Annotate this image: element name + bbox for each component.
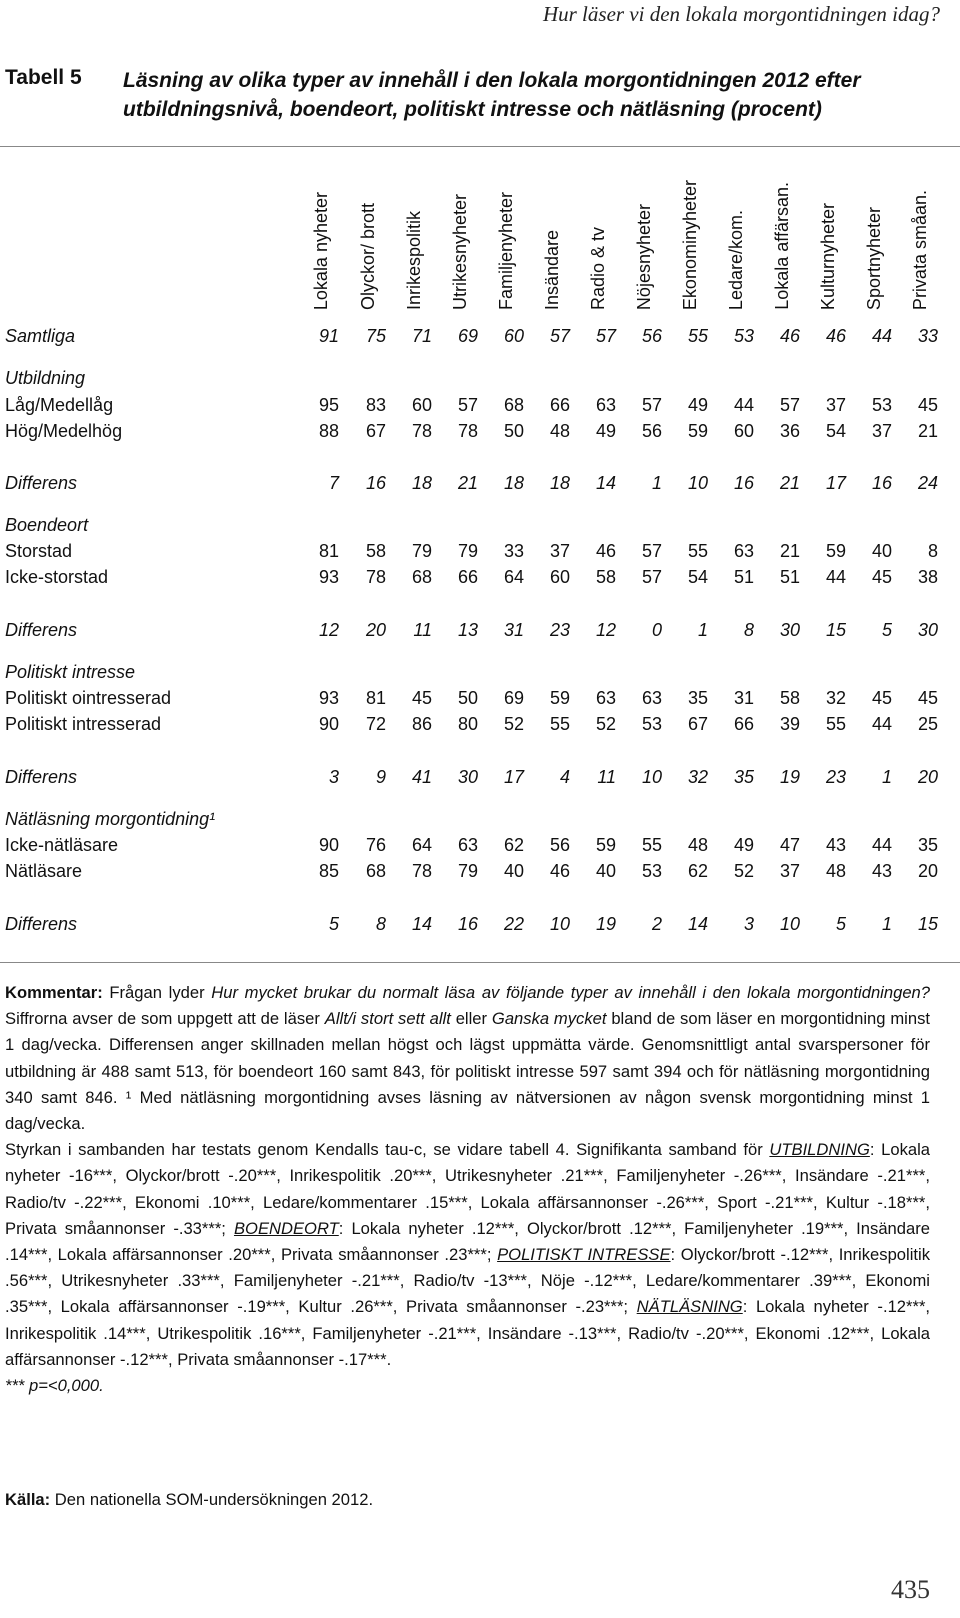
table-cell: 20 — [917, 861, 938, 881]
row-label: Hög/Medelhög — [5, 421, 123, 441]
table-row — [0, 832, 960, 858]
table-cell: 60 — [411, 395, 432, 415]
table-cell: 62 — [503, 835, 524, 855]
table-cell: 66 — [457, 567, 478, 587]
table-cell: 60 — [549, 567, 570, 587]
table-cell: 64 — [503, 567, 524, 587]
group-heading: Politiskt intresse — [5, 662, 136, 682]
table-cell: 46 — [825, 326, 846, 346]
table-cell: 48 — [825, 861, 846, 881]
table-cell: 57 — [457, 395, 478, 415]
table-cell: 63 — [595, 688, 616, 708]
table-cell: 30 — [457, 767, 478, 787]
table-cell: 24 — [917, 473, 938, 493]
table-cell: 55 — [825, 714, 846, 734]
table-cell: 57 — [595, 326, 616, 346]
table-cell: 32 — [825, 688, 846, 708]
table-cell: 37 — [871, 421, 892, 441]
table-cell: 43 — [825, 835, 846, 855]
table-cell: 44 — [733, 395, 754, 415]
table-row — [0, 685, 960, 711]
table-cell: 30 — [779, 620, 800, 640]
table-cell: 23 — [549, 620, 570, 640]
table-cell: 66 — [549, 395, 570, 415]
column-header: Ekonominyheter — [680, 179, 700, 310]
row-label: Låg/Medellåg — [5, 395, 114, 415]
table-cell: 79 — [457, 541, 478, 561]
table-cell: 50 — [457, 688, 478, 708]
table-title: Läsning av olika typer av innehåll i den lokala morgontidningen 2012 efter utbildningsnivå, boendeort, politiskt intresse och nätläsning (procent) — [123, 69, 861, 121]
table-row — [0, 711, 960, 737]
running-head: Hur läser vi den lokala morgontidningen idag? — [542, 2, 940, 26]
table-cell: 40 — [871, 541, 892, 561]
table-cell: 48 — [687, 835, 708, 855]
table-cell: 75 — [365, 326, 386, 346]
table-cell: 67 — [365, 421, 386, 441]
table-cell: 1 — [651, 473, 662, 493]
table-cell: 4 — [559, 767, 570, 787]
table-cell: 53 — [733, 326, 754, 346]
table-cell: 30 — [917, 620, 938, 640]
table-cell: 59 — [595, 835, 616, 855]
table-cell: 54 — [687, 567, 708, 587]
table-cell: 58 — [595, 567, 616, 587]
table-cell: 45 — [871, 567, 892, 587]
table-cell: 3 — [743, 914, 754, 934]
group-heading: Boendeort — [5, 515, 89, 535]
table-cell: 93 — [318, 567, 339, 587]
table-cell: 83 — [365, 395, 386, 415]
table-cell: 48 — [549, 421, 570, 441]
table-cell: 21 — [779, 541, 800, 561]
table-cell: 1 — [697, 620, 708, 640]
table-cell: 19 — [595, 914, 616, 934]
column-header: Familjenyheter — [496, 191, 516, 310]
source-text: Den nationella SOM-undersökningen 2012. — [50, 1490, 374, 1509]
row-label: Differens — [5, 914, 78, 934]
table-cell: 81 — [365, 688, 386, 708]
table-cell: 55 — [687, 541, 708, 561]
table-row — [0, 418, 960, 444]
table-cell: 33 — [503, 541, 524, 561]
row-label: Differens — [5, 473, 78, 493]
group-utbildning: UTBILDNING — [769, 1140, 870, 1160]
comment-label: Kommentar: — [5, 983, 103, 1002]
table-cell: 10 — [687, 473, 708, 493]
table-cell: 71 — [411, 326, 432, 346]
table-cell: 33 — [917, 326, 938, 346]
significance-level: *** p=<0,000. — [5, 1376, 104, 1396]
top-rule — [0, 146, 960, 147]
table-cell: 63 — [457, 835, 478, 855]
table-cell: 53 — [641, 714, 662, 734]
table-cell: 64 — [411, 835, 432, 855]
table-cell: 10 — [779, 914, 800, 934]
table-cell: 15 — [917, 914, 938, 934]
table-cell: 41 — [411, 767, 432, 787]
column-header: Kulturnyheter — [818, 202, 838, 310]
table-cell: 25 — [917, 714, 938, 734]
comment-text: Frågan lyder — [102, 983, 212, 1002]
table-cell: 53 — [871, 395, 892, 415]
table-cell: 15 — [825, 620, 846, 640]
table-cell: 56 — [549, 835, 570, 855]
table-cell: 1 — [881, 767, 892, 787]
table-cell: 8 — [927, 541, 938, 561]
table-cell: 1 — [881, 914, 892, 934]
table-cell: 51 — [779, 567, 800, 587]
significance-text: : Olyckor/brott -.12***, Inrikespolitik .56***, Utrikesnyheter .33***, Familjenyheter -.21***, Radio/tv -13***, Nöje -.12***, Ledare/kommentarer .39***, Ekonomi .35***, Lokala affärsannonser -.19***, Kultur .26***, Privata småannonser -.23***; — [5, 1245, 930, 1317]
table-cell: 21 — [457, 473, 478, 493]
table-cell: 17 — [825, 473, 846, 493]
table-cell: 81 — [318, 541, 339, 561]
table-row — [0, 564, 960, 590]
table-cell: 72 — [365, 714, 386, 734]
table-cell: 69 — [457, 326, 478, 346]
table-cell: 14 — [595, 473, 616, 493]
table-cell: 21 — [779, 473, 800, 493]
table-row — [0, 617, 960, 643]
table-cell: 5 — [328, 914, 339, 934]
column-header: Utrikesnyheter — [450, 193, 470, 310]
table-cell: 23 — [825, 767, 846, 787]
table-cell: 52 — [595, 714, 616, 734]
table-cell: 46 — [595, 541, 616, 561]
table-cell: 67 — [687, 714, 708, 734]
table-cell: 59 — [687, 421, 708, 441]
table-cell: 78 — [457, 421, 478, 441]
comment-answer: Ganska mycket — [491, 1009, 607, 1029]
table-row — [0, 911, 960, 937]
table-cell: 54 — [825, 421, 846, 441]
table-cell: 78 — [365, 567, 386, 587]
comment-text: Siffrorna avser de som uppgett att de läser — [5, 1009, 325, 1029]
table-cell: 59 — [549, 688, 570, 708]
table-cell: 45 — [411, 688, 432, 708]
table-cell: 95 — [318, 395, 339, 415]
table-cell: 0 — [651, 620, 662, 640]
table-cell: 37 — [549, 541, 570, 561]
table-cell: 16 — [871, 473, 892, 493]
row-label: Samtliga — [5, 326, 76, 346]
table-cell: 91 — [318, 326, 339, 346]
table-cell: 17 — [503, 767, 524, 787]
table-cell: 32 — [687, 767, 708, 787]
table-row — [0, 858, 960, 884]
table-row — [0, 392, 960, 418]
column-header: Lokala affärsan. — [772, 182, 792, 310]
table-cell: 8 — [743, 620, 754, 640]
source-label: Källa: — [5, 1490, 51, 1509]
table-cell: 7 — [328, 473, 339, 493]
row-label: Storstad — [5, 541, 73, 561]
table-cell: 59 — [825, 541, 846, 561]
table-cell: 16 — [733, 473, 754, 493]
table-cell: 46 — [549, 861, 570, 881]
table-cell: 20 — [917, 767, 938, 787]
table-cell: 16 — [457, 914, 478, 934]
table-cell: 52 — [733, 861, 754, 881]
row-label: Politiskt ointresserad — [5, 688, 172, 708]
table-cell: 18 — [411, 473, 432, 493]
table-cell: 69 — [503, 688, 524, 708]
table-row — [0, 470, 960, 496]
table-cell: 44 — [871, 835, 892, 855]
group-politiskt-intresse: POLITISKT INTRESSE — [497, 1245, 671, 1265]
table-cell: 85 — [318, 861, 339, 881]
table-cell: 88 — [318, 421, 339, 441]
column-header: Ledare/kom. — [726, 209, 746, 310]
table-cell: 76 — [365, 835, 386, 855]
significance-text: Styrkan i sambanden har testats genom Kendalls tau-c, se vidare tabell 4. Signifikanta samband för — [5, 1140, 770, 1160]
table-cell: 19 — [779, 767, 800, 787]
table-comment — [5, 980, 930, 1399]
table-cell: 90 — [318, 835, 339, 855]
table-cell: 40 — [595, 861, 616, 881]
table-cell: 31 — [503, 620, 524, 640]
table-cell: 16 — [365, 473, 386, 493]
table-cell: 62 — [687, 861, 708, 881]
table-cell: 12 — [318, 620, 339, 640]
table-cell: 10 — [641, 767, 662, 787]
row-label: Icke-storstad — [5, 567, 109, 587]
table-cell: 37 — [825, 395, 846, 415]
table-cell: 10 — [549, 914, 570, 934]
table-cell: 44 — [825, 567, 846, 587]
table-cell: 50 — [503, 421, 524, 441]
table-cell: 43 — [871, 861, 892, 881]
table-cell: 18 — [503, 473, 524, 493]
table-cell: 86 — [411, 714, 432, 734]
row-label: Differens — [5, 767, 78, 787]
table-cell: 57 — [641, 541, 662, 561]
comment-text: bland de som läser en morgontidning minst 1 dag/vecka. Differensen anger skillnaden mellan högst och lägst uppmätta värde. Genomsnittligt antal svarspersoner för utbildning är 488 samt 513, för boendeort 160 samt 843, för politiskt intresse 597 samt 394 och för nätläsning morgontidning 340 samt 846. ¹ Med nätläsning morgontidning avses läsning av nätversionen av någon svensk morgontidning minst 1 dag/vecka. — [5, 1009, 930, 1134]
table-cell: 57 — [641, 395, 662, 415]
column-header: Nöjesnyheter — [634, 203, 654, 310]
table-cell: 49 — [687, 395, 708, 415]
table-cell: 58 — [365, 541, 386, 561]
table-cell: 44 — [871, 714, 892, 734]
significance-text: : Lokala nyheter -.12***, Inrikespolitik .14***, Utrikespolitik .16***, Familjenyheter -.21***, Insändare -.13***, Radio/tv -.20***, Ekonomi .12***, Lokala affärsannonser -.12***, Privata småannonser -.17***. — [5, 1297, 931, 1369]
table-cell: 31 — [733, 688, 754, 708]
table-cell: 13 — [457, 620, 478, 640]
table-cell: 66 — [733, 714, 754, 734]
table-cell: 49 — [733, 835, 754, 855]
table-cell: 38 — [917, 567, 938, 587]
table-cell: 21 — [917, 421, 938, 441]
group-heading: Utbildning — [5, 368, 86, 388]
table-cell: 37 — [779, 861, 800, 881]
table-cell: 39 — [779, 714, 800, 734]
table-cell: 11 — [597, 767, 616, 787]
table-cell: 9 — [375, 767, 386, 787]
table-cell: 68 — [411, 567, 432, 587]
table-cell: 35 — [917, 835, 938, 855]
table-cell: 5 — [881, 620, 892, 640]
column-header: Sportnyheter — [864, 206, 884, 310]
table-cell: 57 — [779, 395, 800, 415]
table-cell: 8 — [375, 914, 386, 934]
row-label: Differens — [5, 620, 78, 640]
column-header: Inrikespolitik — [404, 210, 424, 310]
column-header: Privata småan. — [910, 189, 930, 310]
table-cell: 46 — [779, 326, 800, 346]
table-cell: 45 — [917, 395, 938, 415]
table-cell: 56 — [641, 421, 662, 441]
table-cell: 93 — [318, 688, 339, 708]
table-cell: 18 — [549, 473, 570, 493]
table-cell: 68 — [503, 395, 524, 415]
table-cell: 14 — [687, 914, 708, 934]
column-header: Radio & tv — [588, 226, 608, 310]
table-cell: 35 — [733, 767, 754, 787]
table-cell: 60 — [503, 326, 524, 346]
table-row — [0, 764, 960, 790]
column-header: Olyckor/ brott — [358, 202, 378, 310]
group-heading: Nätläsning morgontidning¹ — [5, 809, 216, 829]
row-label: Politiskt intresserad — [5, 714, 162, 734]
table-cell: 11 — [413, 620, 432, 640]
table-cell: 2 — [651, 914, 662, 934]
table-cell: 3 — [328, 767, 339, 787]
row-label: Nätläsare — [5, 861, 83, 881]
table-cell: 60 — [733, 421, 754, 441]
comment-answer: Allt/i stort sett allt — [324, 1009, 451, 1029]
bottom-rule — [0, 962, 960, 963]
column-header: Lokala nyheter — [311, 191, 331, 310]
group-boendeort: BOENDEORT — [233, 1218, 339, 1238]
group-natlasning: NÄTLÄSNING — [636, 1297, 743, 1317]
table-cell: 55 — [687, 326, 708, 346]
table-cell: 58 — [779, 688, 800, 708]
significance-text: : Lokala nyheter -16***, Olyckor/brott -.20***, Inrikespolitik .20***, Utrikesnyheter .21***, Familjenyheter -.26***, Insändare -.21***, Radio/tv -.22***, Ekonomi .10***, Ledare/kommentarer .15***, Lokala affärsannonser -.26***, Sport -.21***, Kultur -.18***, Privata småannonser -.33***; — [5, 1140, 931, 1238]
table-cell: 49 — [595, 421, 616, 441]
table-cell: 57 — [641, 567, 662, 587]
significance-text: : Lokala nyheter .12***, Olyckor/brott .12***, Familjenyheter .19***, Insändare .14***, Lokala affärsannonser .20***, Privata småannonser .23***; — [5, 1218, 930, 1265]
table-cell: 79 — [411, 541, 432, 561]
source — [5, 1490, 373, 1510]
table-cell: 44 — [871, 326, 892, 346]
table-cell: 36 — [779, 421, 800, 441]
page-number: 435 — [891, 1575, 930, 1604]
table-cell: 78 — [411, 421, 432, 441]
comment-text: eller — [450, 1009, 492, 1029]
table-cell: 55 — [549, 714, 570, 734]
table-cell: 52 — [503, 714, 524, 734]
table-cell: 80 — [457, 714, 478, 734]
table-cell: 22 — [503, 914, 524, 934]
table-cell: 47 — [779, 835, 800, 855]
table-cell: 63 — [595, 395, 616, 415]
table-cell: 79 — [457, 861, 478, 881]
table-cell: 14 — [411, 914, 432, 934]
table-label: Tabell 5 — [5, 66, 82, 89]
table-cell: 35 — [687, 688, 708, 708]
table-cell: 12 — [595, 620, 616, 640]
row-label: Icke-nätläsare — [5, 835, 119, 855]
table-row — [0, 538, 960, 564]
table-cell: 40 — [503, 861, 524, 881]
table-cell: 68 — [365, 861, 386, 881]
table-cell: 51 — [733, 567, 754, 587]
table-cell: 78 — [411, 861, 432, 881]
table-cell: 20 — [365, 620, 386, 640]
table-cell: 55 — [641, 835, 662, 855]
table-cell: 56 — [641, 326, 662, 346]
table-cell: 90 — [318, 714, 339, 734]
table-row — [0, 323, 960, 349]
table-cell: 45 — [917, 688, 938, 708]
table-cell: 57 — [549, 326, 570, 346]
table-cell: 63 — [733, 541, 754, 561]
table-cell: 45 — [871, 688, 892, 708]
comment-question: Hur mycket brukar du normalt läsa av följande typer av innehåll i den lokala morgontidningen? — [211, 983, 930, 1002]
table-cell: 53 — [641, 861, 662, 881]
table-cell: 63 — [641, 688, 662, 708]
table-cell: 5 — [835, 914, 846, 934]
column-header: Insändare — [542, 229, 562, 310]
